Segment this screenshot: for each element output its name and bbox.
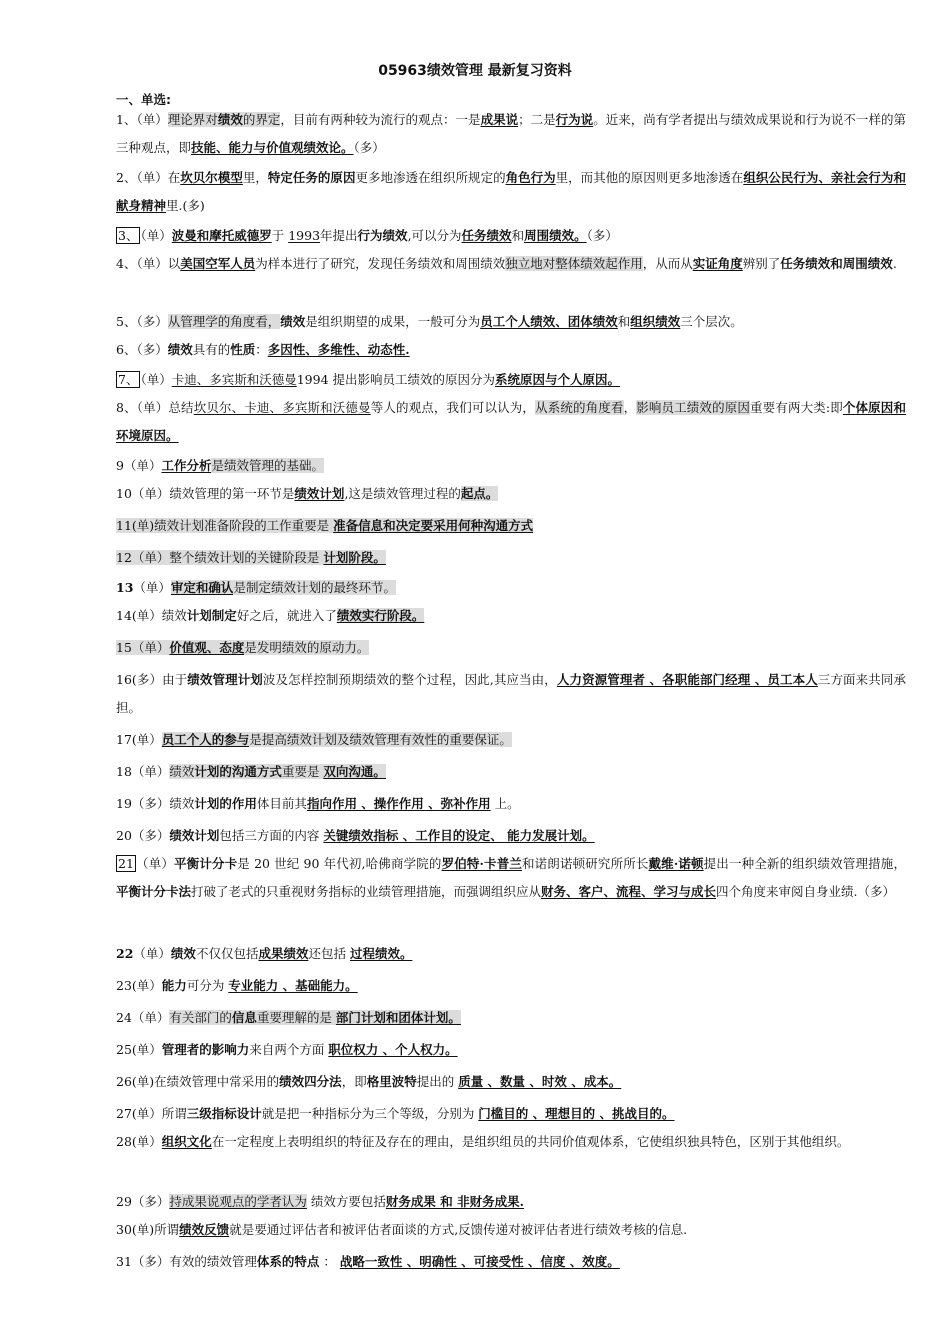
question-text-segment: 在一定程度上表明组织的特征及存在的理由，是组织组员的共同价值观体系，它使组织独具特色，区别于其他组织。 [211,1134,850,1149]
question-text-segment: 里.(多) [166,198,205,213]
question-text-segment: 绩效实行阶段。 [336,608,425,623]
question-text-segment: 18（单） [116,764,170,779]
question-text-segment: （单） [140,372,172,387]
question-text-segment: 27(单）所谓 [116,1106,187,1121]
question-text-segment: 重要有两大类:即 [750,400,843,415]
question-text-segment: 有关部门的 [169,1010,232,1025]
question-q17 [116,726,906,754]
question-text-segment: 平衡计分卡法 [116,884,192,899]
question-text-segment: 员工个人的参与 [161,732,250,747]
question-text-segment: 波曼和摩托威德罗 [171,228,272,243]
question-text-segment: 财务、客户、流程、学习与成长 [541,884,717,899]
question-text-segment: 绩效四分法 [279,1074,342,1089]
question-text-segment: 成果绩效 [258,946,309,961]
question-q4 [116,250,906,278]
question-q24 [116,1004,906,1032]
question-q26 [116,1068,906,1096]
question-q23 [116,972,906,1000]
question-text-segment: 等人的观点，我们可以认为， [370,400,536,415]
question-text-segment: 来自两个方面 [249,1042,329,1057]
question-text-segment: 和 [617,314,631,329]
question-text-segment: 5、（多） [116,314,168,329]
question-text-segment: 技能、能力与价值观绩效论。 [191,140,354,155]
question-text-segment: 价值观、态度 [169,640,245,655]
question-text-segment: 4、（单）以 [116,256,181,271]
question-text-segment: 8、（单）总结 [116,400,194,415]
question-text-segment: 的界定 [242,112,281,127]
question-text-segment: 20（多） [116,828,170,843]
question-q8 [116,394,906,450]
question-text-segment: 26(单)在绩效管理中常采用的 [116,1074,280,1089]
question-q16 [116,666,906,722]
question-text-segment: 重要是 [281,764,324,779]
question-text-segment: 绩效 [280,314,306,329]
page-title: 05963绩效管理 最新复习资料 [378,63,572,79]
question-text-segment: 和 [511,228,525,243]
question-text-segment: 格里波特 [366,1074,417,1089]
question-text-segment: 影响员工绩效的原因 [636,400,751,415]
question-text-segment: 14(单）绩效 [116,608,187,623]
question-q22 [116,940,906,968]
section-heading: 一、单选: [116,92,171,107]
question-text-segment: 绩效 [169,764,195,779]
question-text-segment: 戴维·诺顿 [648,856,704,871]
question-text-segment: 波及怎样控制预期绩效的整个过程，因此,其应当由， [262,672,557,687]
question-text-segment: 1994 提出影响员工绩效的原因分为 [296,372,496,387]
question-q10 [116,480,906,508]
question-q1 [116,106,906,162]
question-text-segment: 12（单）整个绩效计划的关键阶段是 [116,550,324,565]
question-text-segment: 21 [118,856,134,871]
question-text-segment: 成果说 [480,112,519,127]
question-text-segment: 3、 [118,228,139,243]
question-text-segment: 提出一种全新的组织绩效管理措施， [703,856,906,871]
question-text-segment: 就是把一种指标分为三个等级，分别为 [261,1106,479,1121]
question-text-segment: 具有的 [192,342,231,357]
question-text-segment: ： [319,1254,340,1269]
question-text-segment: 绩效计划 [294,486,345,501]
question-text-segment: 绩效反馈 [179,1222,230,1237]
question-text-segment: 11(单)绩效计划准备阶段的工作重要是 [116,518,334,533]
question-q2 [116,164,906,220]
question-text-segment: 独立地对整体绩效起作用 [505,256,643,271]
question-text-segment: 31（多）有效的绩效管理 [116,1254,257,1269]
question-text-segment: 部门计划和团体计划。 [335,1010,461,1025]
question-text-segment: 实证角度 [692,256,743,271]
question-text-segment: 信息 [231,1010,257,1025]
question-q5 [116,308,906,336]
question-text-segment: 能力 [161,978,187,993]
question-text-segment: 系统原因与个人原因。 [495,372,621,387]
question-text-segment: 关键绩效指标 、工作目的设定、 能力发展计划。 [323,828,595,843]
question-text-segment: 28(单） [116,1134,162,1149]
question-text-segment: 是组织期望的成果，一般可分为 [305,314,481,329]
question-text-segment: 组织文化 [161,1134,212,1149]
question-text-segment: 多因性、多维性、动态性. [267,342,410,357]
question-q30 [116,1216,906,1244]
question-text-segment: 计划的沟通方式 [194,764,282,779]
question-text-segment: 15（单） [116,640,170,655]
question-text-segment: 工作分析 [161,458,212,473]
question-text-segment: 个体原因和环境原因。 [116,400,906,443]
question-text-segment: ，即 [341,1074,367,1089]
question-text-segment: 过程绩效。 [349,946,413,961]
question-text-segment: 1993 [288,228,321,243]
question-text-segment: 专业能力 、基础能力。 [228,978,358,993]
question-q3 [116,222,906,250]
question-q27 [116,1100,906,1128]
question-text-segment: 绩效方要包括 [306,1194,386,1209]
question-text-segment: 16(多）由于 [116,672,188,687]
question-text-segment: ；二是 [518,112,556,127]
question-text-segment: 打破了老式的只重视财务指标的业绩管理措施，而强调组织应从 [191,884,542,899]
question-text-segment: 绩效管理计划 [187,672,263,687]
question-text-segment: 里，而其他的原因则更多地渗透在 [555,170,744,185]
question-text-segment: 持成果说观点的学者认为 [169,1194,307,1209]
question-text-segment: 是提高绩效计划及绩效管理有效性的重要保证。 [249,732,512,747]
question-text-segment: 四个角度来审阅自身业绩.（多） [716,884,896,899]
question-text-segment: 理论界对 [167,112,218,127]
question-text-segment: 1、（单） [116,112,168,127]
question-text-segment: 10（单）绩效管理的第一环节是 [116,486,295,501]
question-q12 [116,544,906,572]
question-text-segment: . [892,256,897,271]
question-text-segment: 13 [116,580,134,595]
question-text-segment: 坎贝尔、卡迪、多宾斯和沃德曼 [193,400,371,415]
question-q20 [116,822,906,850]
question-text-segment: 19（多）绩效 [116,796,195,811]
question-text-segment: 计划阶段。 [323,550,386,565]
question-text-segment: 可分为 [186,978,229,993]
question-text-segment: 里， [242,170,268,185]
question-text-segment: 任务绩效和周围绩效 [780,256,893,271]
question-text-segment: 质量 、数量 、时效 、成本。 [458,1074,622,1089]
question-text-segment: 卡迪、多宾斯和沃德曼 [171,372,297,387]
question-text-segment: 2、（单）在 [116,170,181,185]
question-text-segment: 绩效计划 [169,828,220,843]
question-text-segment: 上。 [490,796,520,811]
question-text-segment: 29（多） [116,1194,170,1209]
question-q18 [116,758,906,786]
question-text-segment: 三方面来共同承担。 [116,672,906,715]
question-text-segment: 22 [116,946,134,961]
question-text-segment: 行为说 [555,112,594,127]
question-text-segment: ，从而从 [642,256,693,271]
question-text-segment: 组织绩效 [630,314,681,329]
question-text-segment: 绩效 [217,112,243,127]
question-text-segment: 好之后，就进入了 [236,608,337,623]
question-text-segment: 坎贝尔模型 [180,170,243,185]
question-text-segment: 起点。 [460,486,499,501]
question-text-segment: 还包括 [308,946,350,961]
question-text-segment: 罗伯特·卡普兰 [441,856,522,871]
question-text-segment: ,可以分为 [407,228,462,243]
question-text-segment: 特定任务的原因 [267,170,356,185]
question-text-segment: 重要理解的是 [256,1010,336,1025]
question-text-segment: 周围绩效。 [524,228,587,243]
question-text-segment: （单） [135,856,175,871]
question-q14 [116,602,906,630]
question-text-segment: 年提出 [320,228,358,243]
question-q7 [116,366,906,394]
question-text-segment: （多） [353,140,385,155]
question-text-segment: （单） [133,946,171,961]
question-text-segment: 是绩效管理的基础。 [211,458,324,473]
question-q6 [116,336,906,364]
question-text-segment: 从管理学的角度看， [167,314,281,329]
question-text-segment: 9（单） [116,458,162,473]
question-text-segment: 23(单） [116,978,162,993]
question-text-segment: 是制定绩效计划的最终环节。 [233,580,396,595]
question-text-segment: 24（单） [116,1010,170,1025]
question-text-segment: 从系统的角度看 [535,400,624,415]
question-text-segment: 管理者的影响力 [161,1042,250,1057]
question-text-segment: ， [623,400,637,415]
question-text-segment: 平衡计分卡 [174,856,238,871]
question-text-segment: 计划的作用 [194,796,257,811]
question-text-segment: 门槛目的 、理想目的 、挑战目的。 [478,1106,675,1121]
question-text-segment: 更多地渗透在组织所规定的 [355,170,506,185]
question-text-segment: 任务绩效 [461,228,512,243]
question-text-segment: 25(单） [116,1042,162,1057]
question-text-segment: 准备信息和决定要采用何种沟通方式 [333,518,534,533]
question-text-segment: 不仅仅包括 [195,946,259,961]
question-text-segment: 为样本进行了研究，发现任务绩效和周围绩效 [255,256,506,271]
question-text-segment: 角色行为 [505,170,556,185]
question-text-segment: 是 20 世纪 90 年代初,哈佛商学院的 [237,856,442,871]
question-text-segment: （单） [133,580,171,595]
question-text-segment: 计划制定 [186,608,237,623]
question-text-segment: 和诺朗诺顿研究所所长 [522,856,649,871]
question-text-segment: 包括三方面的内容 [219,828,324,843]
question-text-segment: 财务成果 和 非财务成果. [385,1194,524,1209]
question-text-segment: 体目前其 [256,796,307,811]
question-text-segment: 辨别了 [742,256,781,271]
question-text-segment: 于 [271,228,289,243]
question-text-segment: 双向沟通。 [323,764,386,779]
question-text-segment: （多） [586,228,618,243]
question-text-segment: 职位权力 、个人权力。 [328,1042,458,1057]
question-text-segment: 绩效 [167,342,193,357]
question-q21 [116,850,906,906]
question-q29 [116,1188,906,1216]
question-text-segment: 体系的特点 [256,1254,320,1269]
question-text-segment: 绩效 [170,946,196,961]
question-q15 [116,634,906,662]
question-text-segment: 指向作用 、操作作用 、弥补作用 [306,796,491,811]
question-text-segment: ，目前有两种较为流行的观点：一是 [280,112,481,127]
question-text-segment: 员工个人绩效、团体绩效 [480,314,618,329]
question-text-segment: 三个层次。 [680,314,743,329]
question-text-segment: 6、（多） [116,342,168,357]
question-text-segment: 性质 [230,342,256,357]
question-text-segment: 提出的 [416,1074,459,1089]
question-q28 [116,1128,906,1156]
question-text-segment: 审定和确认 [170,580,234,595]
question-text-segment: 17(单） [116,732,162,747]
question-text-segment: 人力资源管理者 、各职能部门经理 、员工本人 [556,672,818,687]
question-text-segment: 三级指标设计 [186,1106,262,1121]
question-text-segment: 就是要通过评估者和被评估者面谈的方式,反馈传递对被评估者进行绩效考核的信息. [229,1222,688,1237]
question-text-segment: 美国空军人员 [180,256,256,271]
question-q9 [116,452,906,480]
question-q11 [116,512,906,540]
question-text-segment: 是发明绩效的原动力。 [244,640,370,655]
question-text-segment: 组织公民行为、亲社会行为和献身精神 [116,170,906,213]
question-text-segment: 行为绩效 [357,228,408,243]
question-q31 [116,1248,906,1276]
question-text-segment: 。近来，尚有学者提出与绩效成果说和行为说不一样的第三种观点，即 [116,112,906,155]
question-text-segment: ： [255,342,268,357]
question-text-segment: 7、 [118,372,139,387]
question-text-segment: ,这是绩效管理过程的 [344,486,461,501]
question-text-segment: 30(单)所谓 [116,1222,180,1237]
question-text-segment: 战略一致性 、明确性 、可接受性 、信度 、效度。 [339,1254,620,1269]
question-text-segment: （单） [140,228,172,243]
question-q19 [116,790,906,818]
question-q13 [116,574,906,602]
question-q25 [116,1036,906,1064]
